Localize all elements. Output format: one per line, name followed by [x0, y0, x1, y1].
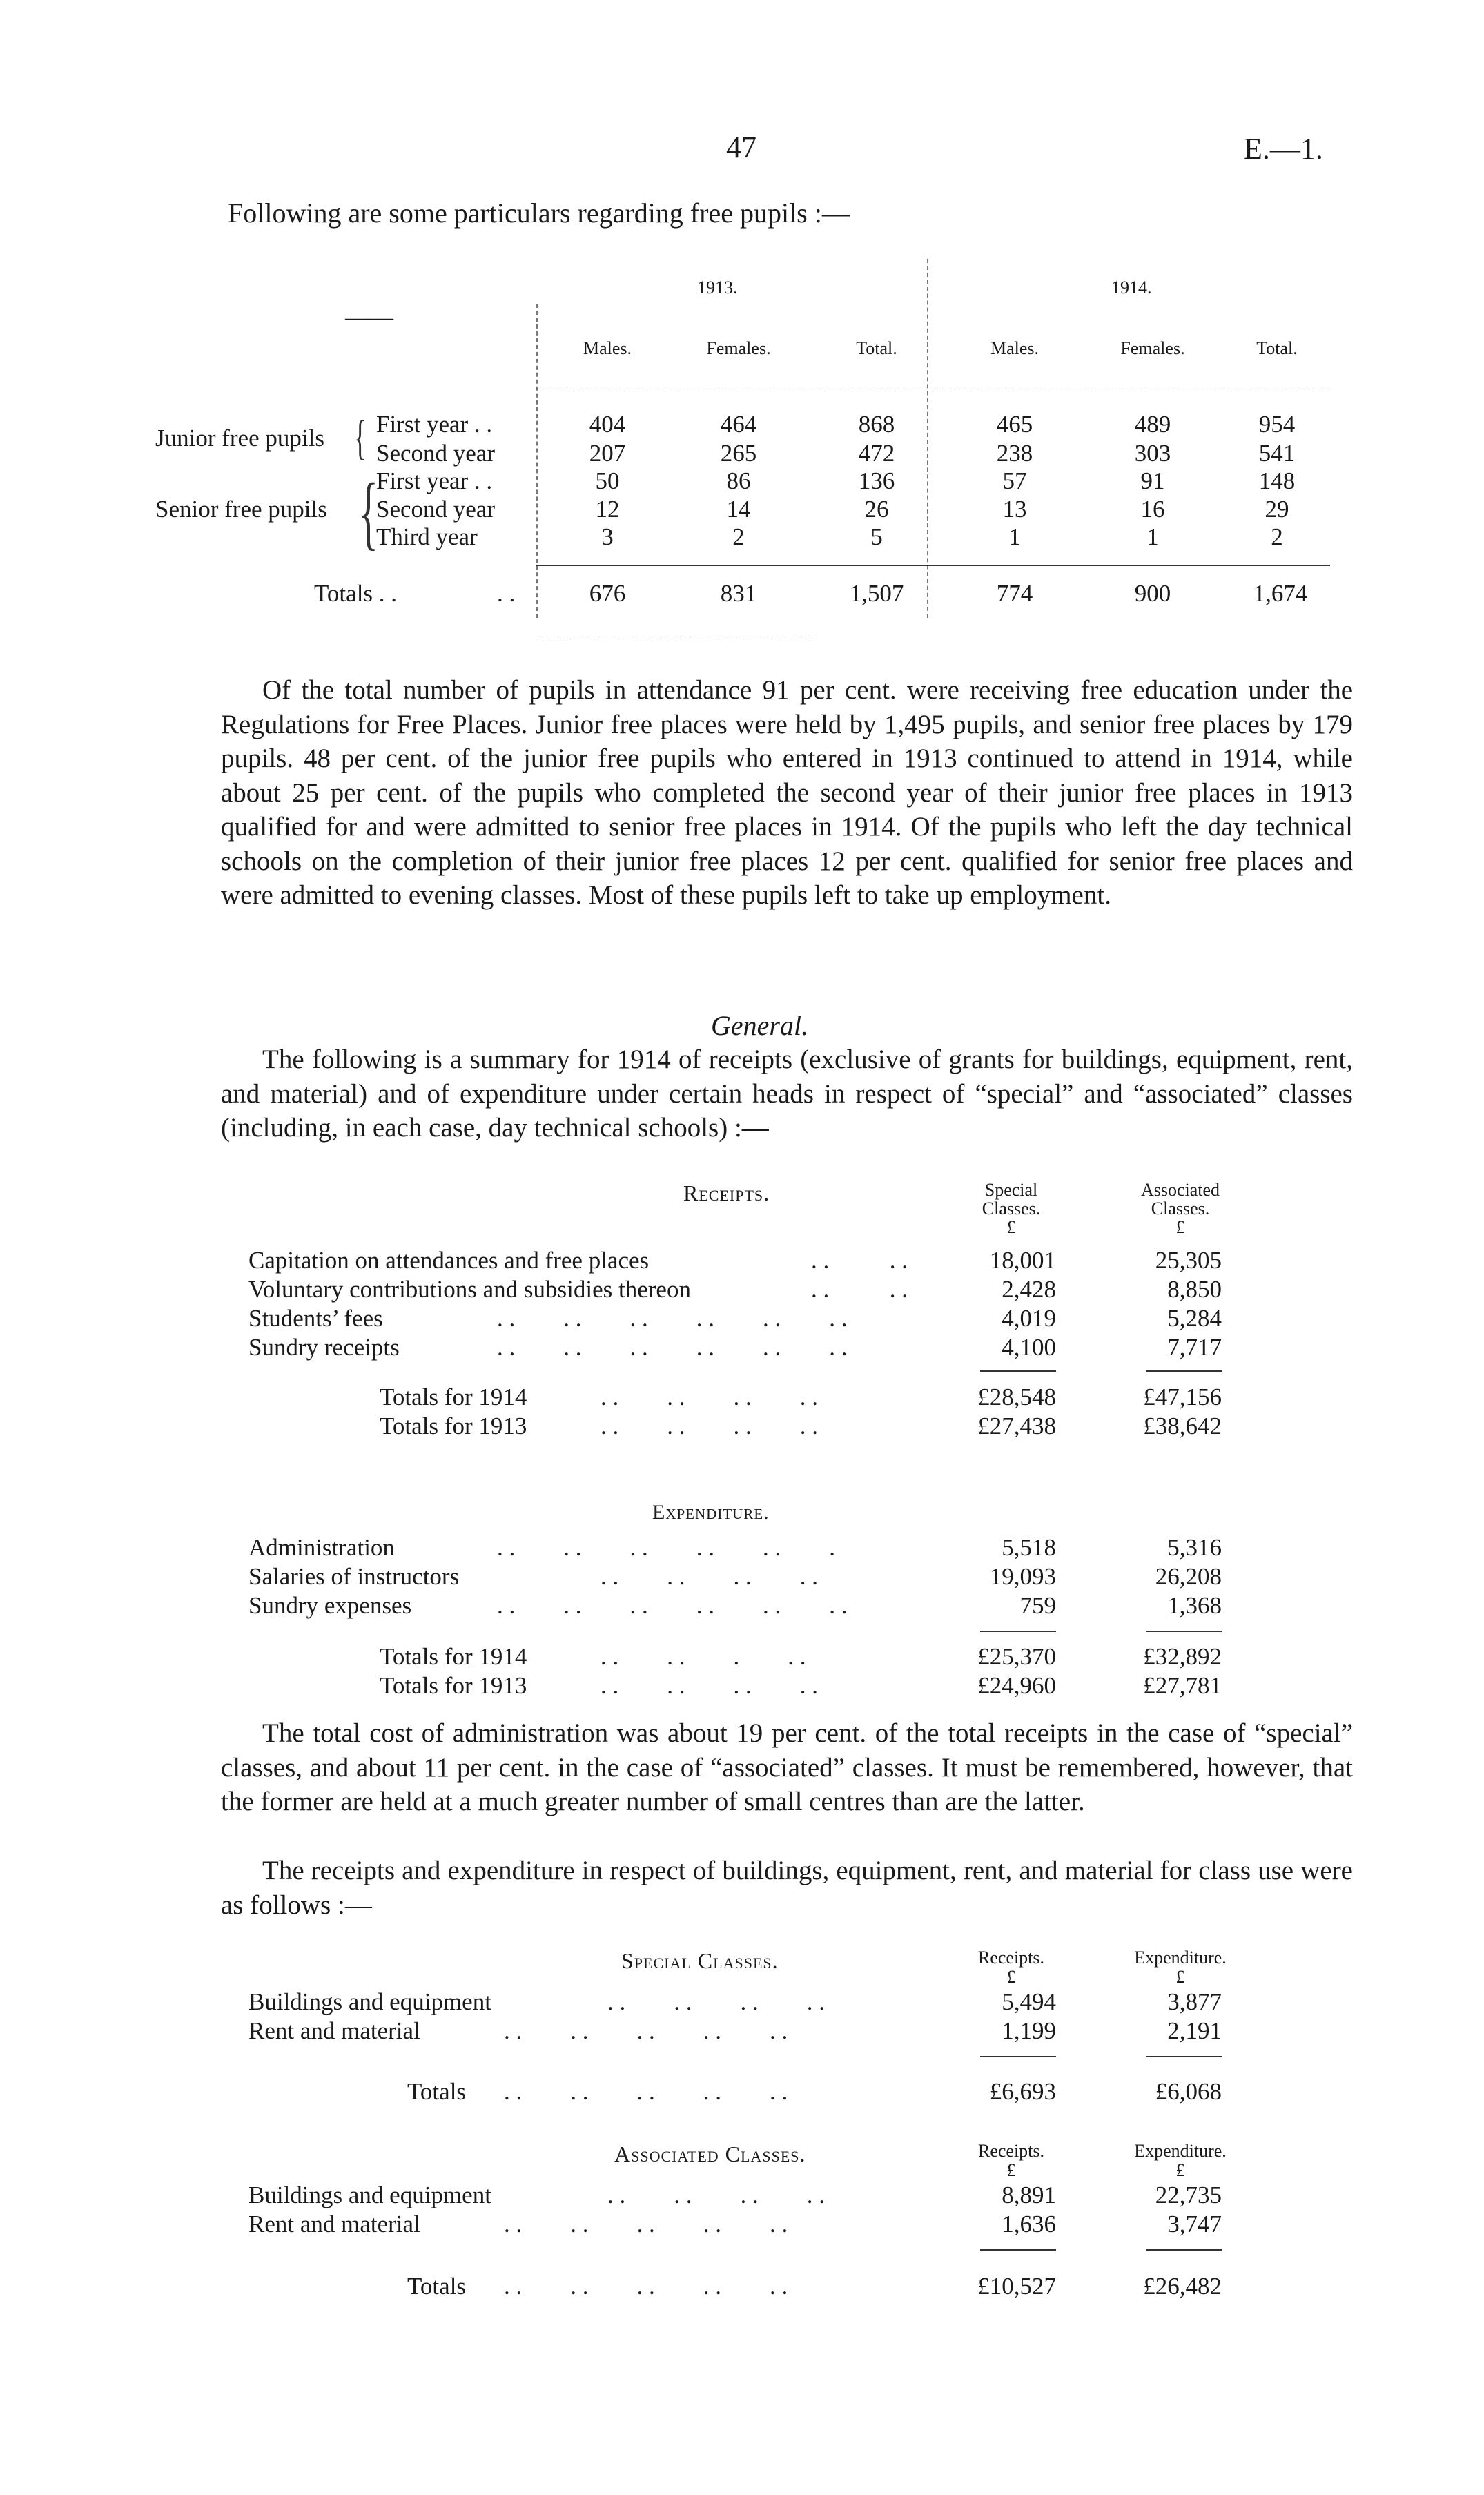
paragraph-free-pupils: Of the total number of pupils in attendance 91 per cent. were receiving free education under the Regulations for Free Places. Junior free places were held by 1,495 pupils, and senior free places by 179 pupils. 48 per cent. of the junior free pupils who entered in 1913 continued to attend in 1914, while about 25 per cent. of the pupils who completed the second year of their junior free places in 1913 qualified for and were admitted to senior free places in 1914. Of the pupils who left the day technical schools on the completion of their junior free places 12 per cent. qualified for senior free places and were admitted to evening classes. Most of these pupils left to take up employment.: [221, 675, 1353, 910]
brace-senior: {: [358, 466, 379, 558]
expenditure-sum-rule: [1146, 1631, 1222, 1632]
value-associated: 7,717: [1167, 1334, 1222, 1361]
dot-leader: . . . . . . . . . .: [504, 2017, 788, 2044]
dot-leader: . . . . . . . . . .: [504, 2273, 788, 2300]
cell: 3: [601, 523, 614, 550]
total-special: £24,960: [977, 1672, 1056, 1699]
value-receipts: 8,891: [1002, 2182, 1056, 2208]
buildings-row-label: Buildings and equipment: [248, 2182, 491, 2208]
cell: 12: [595, 496, 620, 523]
dot-leader: . . . . . . . . . .: [504, 2078, 788, 2105]
buildings-row-label: Rent and material: [248, 2017, 420, 2044]
dot-leader: . . . . . . . . . . .: [497, 1534, 835, 1561]
buildings-sum-rule: [980, 2056, 1056, 2057]
associated-classes-heading: Associated Classes.: [614, 2142, 806, 2166]
cell: 404: [589, 411, 626, 438]
col-header-receipts: Receipts. £: [977, 1948, 1045, 1987]
cell: 57: [1002, 467, 1027, 494]
special-classes-heading: Special Classes.: [621, 1948, 779, 1973]
dot-leader: . . . .: [811, 1247, 908, 1274]
dot-leader: . . . . . . . .: [607, 2182, 825, 2208]
col-header-females-1914: Females.: [1120, 338, 1185, 358]
col-header-expenditure: Expenditure. £: [1134, 1948, 1227, 1987]
expenditure-heading: Expenditure.: [652, 1501, 770, 1524]
col-header-males-1914: Males.: [990, 338, 1039, 358]
receipts-sum-rule: [980, 1370, 1056, 1372]
dot-leader: . . . . . . . . . . . .: [497, 1334, 848, 1361]
totals-label: Totals . .: [314, 580, 398, 607]
col-header-total-1913: Total.: [856, 338, 897, 358]
cell: 472: [858, 440, 895, 467]
cell: 13: [1002, 496, 1027, 523]
value-expenditure: 3,877: [1167, 1988, 1222, 2015]
expenditure-row-label: Salaries of instructors: [248, 1563, 460, 1590]
table-totals-rule: [536, 565, 1330, 566]
total-special: £27,438: [977, 1412, 1056, 1439]
receipts-sum-rule: [1146, 1370, 1222, 1372]
value-expenditure: 22,735: [1155, 2182, 1222, 2208]
table-year-divider: [927, 259, 928, 618]
receipt-row-label: Sundry receipts: [248, 1334, 400, 1361]
cell: 265: [720, 440, 757, 467]
total-associated: £38,642: [1143, 1412, 1222, 1439]
buildings-total-label: Totals: [407, 2273, 467, 2300]
dot-leader: . . . . . . . .: [601, 1412, 818, 1439]
value-special: 19,093: [989, 1563, 1056, 1590]
value-receipts: 5,494: [1002, 1988, 1056, 2015]
cell: 16: [1140, 496, 1165, 523]
value-special: 4,019: [1002, 1305, 1056, 1332]
row-sub-junior-second: Second year: [376, 440, 496, 467]
group-label-junior: Junior free pupils: [155, 425, 324, 452]
value-associated: 25,305: [1155, 1247, 1222, 1274]
cell: 136: [858, 467, 895, 494]
table-dash: ——: [345, 304, 393, 331]
expenditure-row-label: Administration: [248, 1534, 395, 1561]
receipts-heading: Receipts.: [683, 1181, 770, 1205]
cell: 26: [864, 496, 889, 523]
expenditure-total-label: Totals for 1914: [380, 1643, 527, 1670]
dot-leader: . . . . . . . .: [607, 1988, 825, 2015]
buildings-sum-rule: [1146, 2056, 1222, 2057]
year-1914: 1914.: [1111, 278, 1152, 298]
paragraph-summary-intro: The following is a summary for 1914 of receipts (exclusive of grants for buildings, equipment, rent, and material) and of expenditure under certain heads in respect of “special” and “associated” classes (including, in each case, day technical schools) :—: [221, 1045, 1353, 1143]
cell: 465: [996, 411, 1033, 438]
free-pupils-intro: Following are some particulars regarding free pupils :—: [228, 197, 850, 229]
row-sub-senior-third: Third year: [376, 523, 478, 550]
dot-leader: . . . . . . . .: [601, 1672, 818, 1699]
total-cell: 900: [1134, 580, 1171, 607]
buildings-row-label: Rent and material: [248, 2211, 420, 2237]
cell: 2: [732, 523, 745, 550]
cell: 86: [726, 467, 751, 494]
cell: 1: [1146, 523, 1159, 550]
total-cell: 774: [996, 580, 1033, 607]
receipt-total-label: Totals for 1913: [380, 1412, 527, 1439]
col-header-total-1914: Total.: [1256, 338, 1298, 358]
buildings-total-label: Totals: [407, 2078, 467, 2105]
expenditure-sum-rule: [980, 1631, 1056, 1632]
receipt-row-label: Capitation on attendances and free places: [248, 1247, 650, 1274]
value-expenditure: 3,747: [1167, 2211, 1222, 2237]
total-cell: 1,507: [849, 580, 904, 607]
cell: 1: [1008, 523, 1021, 550]
value-receipts: 1,199: [1002, 2017, 1056, 2044]
dot-leader: . . . . . . . . . . . .: [497, 1592, 848, 1619]
section-heading-general: General.: [711, 1010, 809, 1041]
total-special: £25,370: [977, 1643, 1056, 1670]
total-cell: 1,674: [1253, 580, 1308, 607]
col-header-expenditure: Expenditure. £: [1134, 2141, 1227, 2180]
cell: 954: [1258, 411, 1296, 438]
page-number: 47: [726, 130, 756, 164]
year-1913: 1913.: [697, 278, 738, 298]
total-expenditure: £6,068: [1155, 2078, 1222, 2105]
paragraph-buildings-intro: The receipts and expenditure in respect of buildings, equipment, rent, and material for class use were as follows :—: [221, 1856, 1353, 1920]
cell: 14: [726, 496, 751, 523]
value-special: 18,001: [989, 1247, 1056, 1274]
document-code: E.—1.: [1244, 132, 1323, 166]
cell: 868: [858, 411, 895, 438]
total-receipts: £6,693: [989, 2078, 1056, 2105]
value-special: 5,518: [1002, 1534, 1056, 1561]
expenditure-total-label: Totals for 1913: [380, 1672, 527, 1699]
buildings-row-label: Buildings and equipment: [248, 1988, 491, 2015]
row-sub-junior-first: First year . .: [376, 411, 493, 438]
total-special: £28,548: [977, 1384, 1056, 1410]
cell: 207: [589, 440, 626, 467]
value-associated: 8,850: [1167, 1276, 1222, 1303]
value-associated: 26,208: [1155, 1563, 1222, 1590]
value-associated: 1,368: [1167, 1592, 1222, 1619]
cell: 303: [1134, 440, 1171, 467]
table-stub-divider: [536, 304, 538, 618]
value-special: 2,428: [1002, 1276, 1056, 1303]
dot-leader: . . . . . . . . . . . .: [497, 1305, 848, 1332]
total-cell: 676: [589, 580, 626, 607]
row-sub-senior-second: Second year: [376, 496, 496, 523]
dot-leader: . . . . . . . .: [601, 1384, 818, 1410]
cell: 50: [595, 467, 620, 494]
row-sub-senior-first: First year . .: [376, 467, 493, 494]
cell: 238: [996, 440, 1033, 467]
cell: 541: [1258, 440, 1296, 467]
total-associated: £32,892: [1143, 1643, 1222, 1670]
buildings-sum-rule: [1146, 2249, 1222, 2251]
cell: 464: [720, 411, 757, 438]
value-expenditure: 2,191: [1167, 2017, 1222, 2044]
receipt-row-label: Students’ fees: [248, 1305, 383, 1332]
value-associated: 5,284: [1167, 1305, 1222, 1332]
value-receipts: 1,636: [1002, 2211, 1056, 2237]
dot-leader: . . . . . . . . . .: [504, 2211, 788, 2237]
total-receipts: £10,527: [977, 2273, 1056, 2300]
brace-junior: {: [354, 411, 367, 465]
col-header-males-1913: Males.: [583, 338, 632, 358]
col-header-associated: Associated Classes. £: [1140, 1180, 1220, 1237]
dot-leader: . . . . . . . .: [601, 1563, 818, 1590]
cell: 91: [1140, 467, 1165, 494]
value-associated: 5,316: [1167, 1534, 1222, 1561]
receipt-total-label: Totals for 1914: [380, 1384, 527, 1410]
total-expenditure: £26,482: [1143, 2273, 1222, 2300]
group-label-senior: Senior free pupils: [155, 496, 327, 523]
cell: 29: [1265, 496, 1289, 523]
cell: 2: [1271, 523, 1283, 550]
cell: 148: [1258, 467, 1296, 494]
cell: 489: [1134, 411, 1171, 438]
total-associated: £47,156: [1143, 1384, 1222, 1410]
buildings-sum-rule: [980, 2249, 1056, 2251]
col-header-special: Special Classes. £: [982, 1180, 1041, 1237]
receipt-row-label: Voluntary contributions and subsidies thereon: [248, 1276, 691, 1303]
dot-leader: . . . . . . .: [601, 1643, 806, 1670]
value-special: 4,100: [1002, 1334, 1056, 1361]
col-header-receipts: Receipts. £: [977, 2141, 1045, 2180]
total-cell: 831: [720, 580, 757, 607]
cell: 5: [870, 523, 883, 550]
expenditure-row-label: Sundry expenses: [248, 1592, 412, 1619]
totals-dots: . .: [497, 580, 516, 607]
col-header-females-1913: Females.: [706, 338, 771, 358]
total-associated: £27,781: [1143, 1672, 1222, 1699]
paragraph-administration-cost: The total cost of administration was about 19 per cent. of the total receipts in the case of “special” classes, and about 11 per cent. in the case of “associated” classes. It must be remembered, however, that the former are held at a much greater number of small centres than are the latter.: [221, 1718, 1353, 1816]
value-special: 759: [1019, 1592, 1056, 1619]
dot-leader: . . . .: [811, 1276, 908, 1303]
